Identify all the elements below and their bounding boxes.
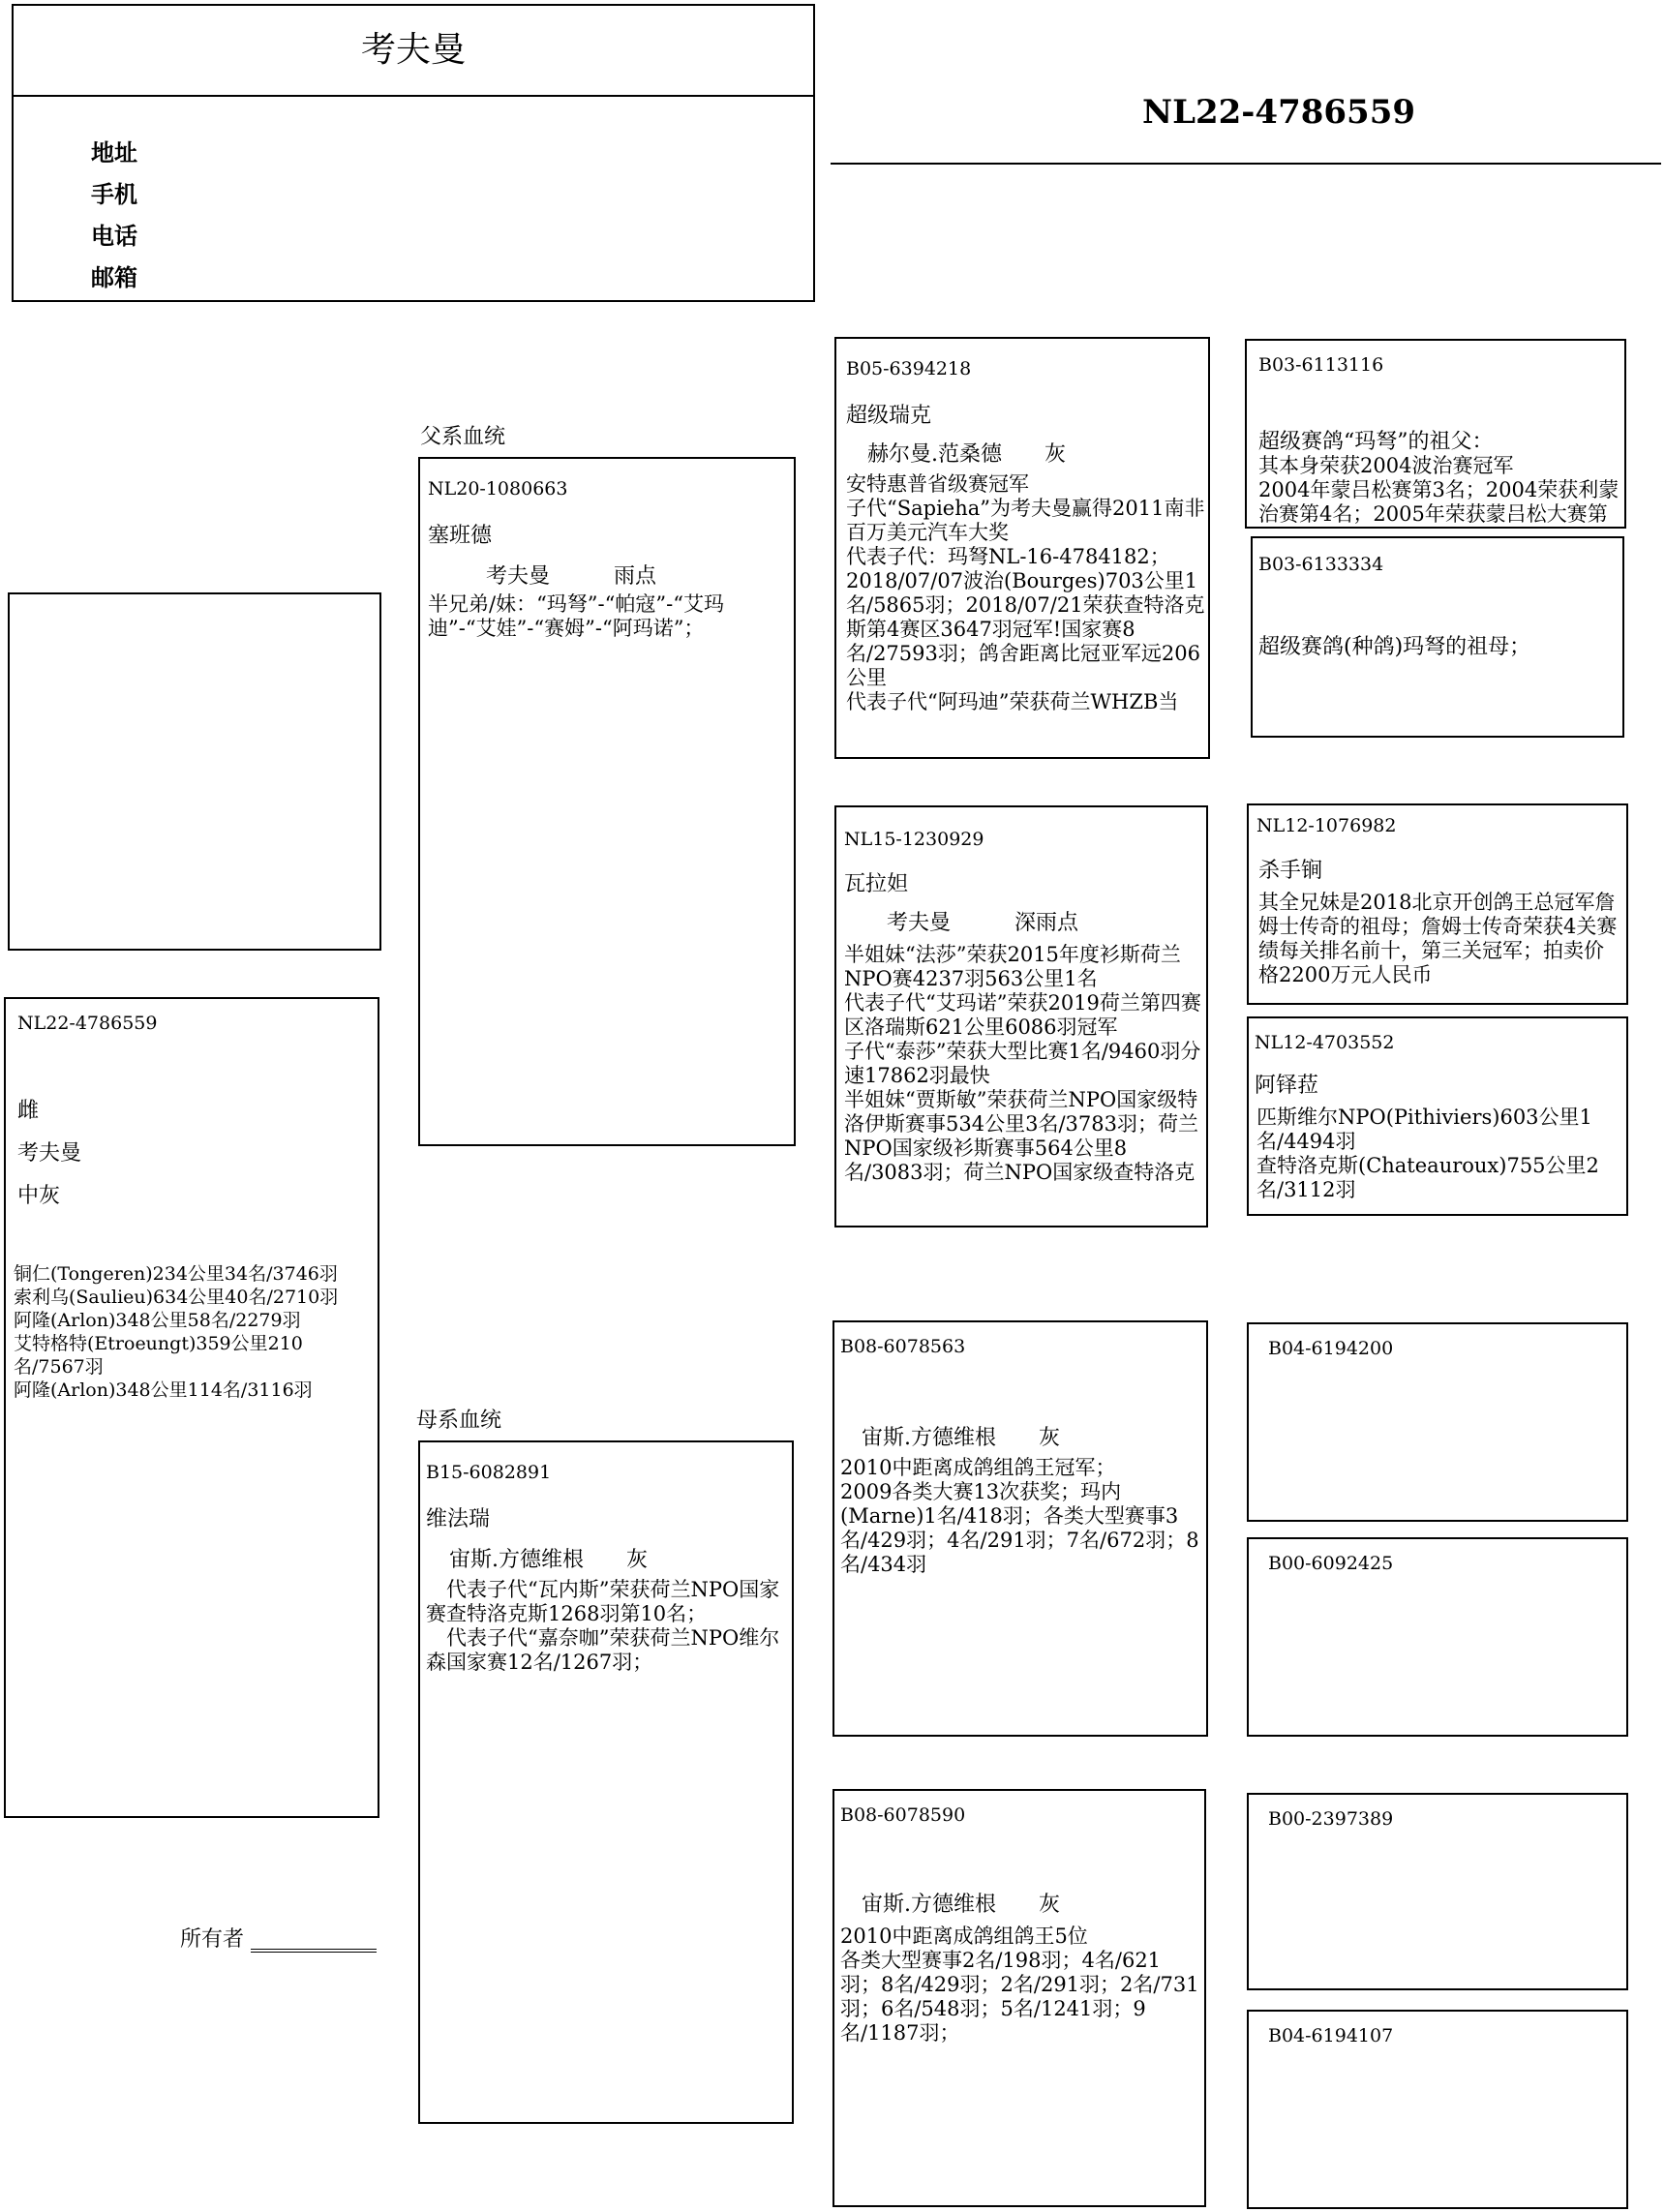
sss-notes <box>1258 430 1622 527</box>
dam-dam-breeder-color: 宙斯.方德维根 灰 <box>840 1893 1060 1917</box>
sss-ring: B03-6113116 <box>1258 354 1384 376</box>
note-line: 代表子代“嘉奈咖”荣获荷兰NPO维尔森国家赛12名/1267羽； <box>426 1626 780 1674</box>
sire-sire-box <box>834 337 1210 759</box>
note-line: 超级赛鸽“玛弩”的祖父： <box>1258 430 1494 454</box>
result-line: 阿隆(Arlon)348公里114名/3116羽 <box>14 1379 313 1401</box>
dsd-ring: B00-6092425 <box>1268 1553 1394 1574</box>
pigeon-box <box>4 997 379 1818</box>
pigeon-photo-frame <box>8 592 381 951</box>
dam-breeder-color: 宙斯.方德维根 灰 <box>449 1548 648 1572</box>
mobile-label: 手机 <box>91 180 137 208</box>
pigeon-results <box>14 1262 348 1402</box>
note-line: 子代“Sapieha”为考夫曼赢得2011南非百万美元汽车大奖 <box>846 497 1205 544</box>
dam-sire-breeder-color: 宙斯.方德维根 灰 <box>840 1426 1060 1450</box>
pigeon-ring: NL22-4786559 <box>17 1013 158 1034</box>
note-line: 查特洛克斯(Chateauroux)755公里2名/3112羽 <box>1256 1154 1599 1201</box>
note-line: 超级赛鸽(种鸽)玛弩的祖母； <box>1258 635 1531 659</box>
dss-ring: B04-6194200 <box>1268 1338 1394 1359</box>
pigeon-sex: 雌 <box>17 1099 40 1123</box>
note-line: 代表子代：玛弩NL-16-4784182；2018/07/07波治(Bourges)703公里1名/5865羽；2018/07/21荣获查特洛克斯第4赛区3647羽冠军!国家赛8名/27593羽；鸽舍距离比冠亚军远206公里 <box>846 545 1205 689</box>
note-line: 半姐妹“法莎”荣获2015年度衫斯荷兰NPO赛4237羽563公里1名 <box>844 943 1181 990</box>
owner-label: 所有者 <box>180 1927 245 1952</box>
sire-notes <box>428 592 786 641</box>
owner-header-box <box>12 4 815 302</box>
dam-notes <box>426 1578 788 1675</box>
note-line: 2010中距离成鸽组鸽王冠军； <box>840 1456 1116 1479</box>
dam-section-label: 母系血统 <box>416 1409 502 1433</box>
note-line: 其全兄妹是2018北京开创鸽王总冠军詹姆士传奇的祖母；詹姆士传奇荣获4关赛绩每关排名前十，第三关冠军；拍卖价格2200万元人民币 <box>1258 891 1618 986</box>
contact-labels <box>91 132 137 298</box>
owner-signature-line[interactable] <box>251 1949 377 1953</box>
sdd-notes <box>1256 1106 1622 1202</box>
phone-label: 电话 <box>91 222 137 250</box>
result-line: 铜仁(Tongeren)234公里34名/3746羽 <box>14 1263 338 1285</box>
sire-box <box>418 457 796 1146</box>
sds-notes <box>1258 891 1622 987</box>
sire-dam-name: 瓦拉妲 <box>844 872 909 896</box>
dam-ring: B15-6082891 <box>426 1462 552 1483</box>
note-line: 代表子代“艾玛诺”荣获2019荷兰第四赛区洛瑞斯621公里6086羽冠军 <box>844 991 1201 1039</box>
ssd-ring: B03-6133334 <box>1258 554 1384 575</box>
dds-ring: B00-2397389 <box>1268 1808 1394 1830</box>
dds-box <box>1247 1793 1628 1990</box>
main-ring-number: NL22-4786559 <box>1142 93 1416 132</box>
ddd-box <box>1247 2010 1628 2209</box>
sire-ring: NL20-1080663 <box>428 478 568 500</box>
owner-signature-row <box>180 1923 377 1953</box>
note-line: 各类大型赛事2名/198羽；4名/621羽；8名/429羽；2名/291羽；2名/731羽；6名/548羽；5名/1241羽；9名/1187羽； <box>840 1949 1199 2045</box>
note-line: 安特惠普省级赛冠军 <box>846 472 1029 496</box>
note-line: 2004年蒙吕松赛第3名；2004荣获利蒙治赛第4名；2005年荣获蒙吕松大赛第 <box>1258 478 1620 526</box>
sds-box <box>1247 803 1628 1005</box>
sire-sire-breeder-color: 赫尔曼.范桑德 灰 <box>846 442 1066 467</box>
sire-dam-notes <box>844 943 1202 1224</box>
address-label: 地址 <box>91 138 137 167</box>
dam-name: 维法瑞 <box>426 1507 491 1531</box>
sds-name: 杀手锏 <box>1258 859 1323 883</box>
dam-sire-box <box>832 1320 1208 1737</box>
sire-sire-ring: B05-6394218 <box>846 358 972 379</box>
dam-dam-notes <box>840 1924 1200 2045</box>
note-line: 半兄弟/妹：“玛弩”-“帕寇”-“艾玛迪”-“艾娃”-“赛姆”-“阿玛诺”； <box>428 592 724 640</box>
email-label: 邮箱 <box>91 263 137 291</box>
sire-dam-box <box>834 805 1208 1227</box>
result-line: 索利乌(Saulieu)634公里40名/2710羽 <box>14 1287 339 1308</box>
ddd-ring: B04-6194107 <box>1268 2025 1394 2046</box>
sss-box <box>1245 339 1626 529</box>
dam-dam-ring: B08-6078590 <box>840 1804 966 1826</box>
result-line: 阿隆(Arlon)348公里58名/2279羽 <box>14 1310 301 1331</box>
dam-dam-box <box>832 1789 1206 2207</box>
sire-name: 塞班德 <box>428 524 493 548</box>
note-line: 半姐妹“贾斯敏”荣获荷兰NPO国家级特洛伊斯赛事534公里3名/3783羽；荷兰NPO国家级衫斯赛事564公里8名/3083羽；荷兰NPO国家级查特洛克 <box>844 1088 1198 1184</box>
ssd-notes <box>1258 635 1619 659</box>
ssd-box <box>1251 536 1624 738</box>
note-line: 匹斯维尔NPO(Pithiviers)603公里1名/4494羽 <box>1256 1106 1592 1153</box>
note-line: 子代“泰莎”荣获大型比赛1名/9460羽分速17862羽最快 <box>844 1040 1201 1087</box>
owner-title: 考夫曼 <box>14 6 813 97</box>
note-line: 2010中距离成鸽组鸽王5位 <box>840 1924 1088 1948</box>
dam-sire-ring: B08-6078563 <box>840 1336 966 1357</box>
sds-ring: NL12-1076982 <box>1256 815 1397 836</box>
note-line: 其本身荣获2004波治赛冠军 <box>1258 454 1514 477</box>
dam-sire-notes <box>840 1456 1202 1577</box>
sire-sire-name: 超级瑞克 <box>846 404 932 428</box>
main-ring-underline <box>831 163 1661 165</box>
result-line: 艾特格特(Etroeungt)359公里210名/7567羽 <box>14 1333 303 1378</box>
dam-box <box>418 1440 794 2124</box>
note-line: 2009各类大赛13次获奖；玛内(Marne)1名/418羽；各类大型赛事3名/429羽；4名/291羽；7名/672羽；8名/434羽 <box>840 1480 1199 1576</box>
dsd-box <box>1247 1537 1628 1737</box>
sire-dam-ring: NL15-1230929 <box>844 829 984 850</box>
sdd-name: 阿铎菈 <box>1255 1074 1319 1098</box>
sdd-box <box>1247 1016 1628 1216</box>
sire-sire-notes <box>846 472 1206 753</box>
pigeon-breeder: 考夫曼 <box>17 1141 82 1166</box>
note-line: 代表子代“阿玛迪”荣获荷兰WHZB当 <box>846 690 1179 713</box>
dss-box <box>1247 1322 1628 1522</box>
sire-section-label: 父系血统 <box>420 425 506 449</box>
sire-dam-breeder-color: 考夫曼 深雨点 <box>844 911 1079 935</box>
pigeon-color: 中灰 <box>17 1184 61 1208</box>
sire-breeder-color: 考夫曼 雨点 <box>486 564 657 589</box>
sdd-ring: NL12-4703552 <box>1255 1032 1395 1053</box>
note-line: 代表子代“瓦内斯”荣获荷兰NPO国家赛查特洛克斯1268羽第10名； <box>426 1578 780 1625</box>
